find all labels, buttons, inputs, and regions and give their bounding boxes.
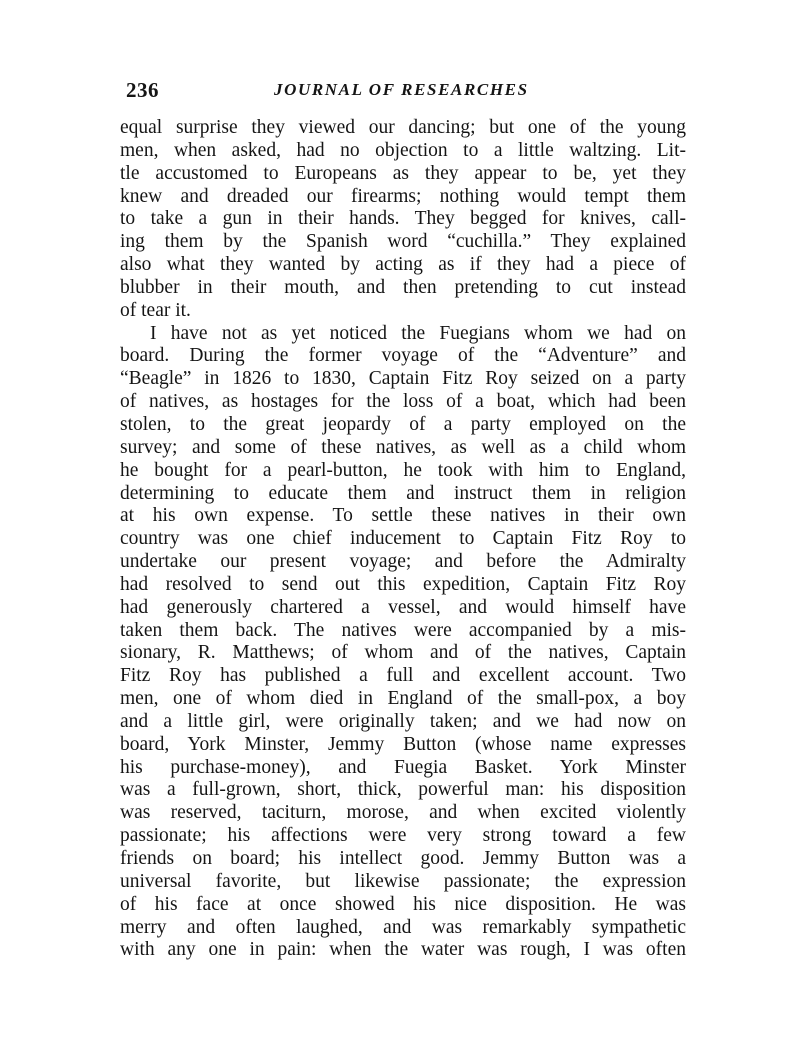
text-line: had resolved to send out this expedition, Captain Fitz Roy [120, 573, 686, 595]
text-line: “Beagle” in 1826 to 1830, Captain Fitz Roy seized on a party [120, 368, 686, 390]
text-line: knew and dreaded our firearms; nothing would tempt them [120, 185, 686, 207]
text-line: stolen, to the great jeopardy of a party employed on the [120, 413, 686, 435]
text-line: had generously chartered a vessel, and would himself have [120, 596, 686, 618]
text-line: determining to educate them and instruct them in religion [120, 482, 686, 504]
text-line: of tear it. [120, 299, 191, 321]
text-line: merry and often laughed, and was remarkably sympathetic [120, 916, 686, 938]
running-title: JOURNAL OF RESEARCHES [274, 80, 529, 99]
text-line: blubber in their mouth, and then pretending to cut instead [120, 276, 686, 298]
text-line: friends on board; his intellect good. Jemmy Button was a [120, 848, 686, 869]
text-line: board, York Minster, Jemmy Button (whose name expresses [120, 733, 686, 755]
body-text [120, 117, 686, 962]
text-line: survey; and some of these natives, as well as a child whom [120, 436, 686, 458]
page-number: 236 [126, 78, 159, 102]
text-line: ing them by the Spanish word “cuchilla.” They explained [120, 231, 686, 253]
text-line: of natives, as hostages for the loss of a boat, which had been [120, 391, 686, 413]
text-line: country was one chief inducement to Captain Fitz Roy to [120, 528, 686, 550]
text-line: at his own expense. To settle these natives in their own [120, 505, 686, 527]
text-line: was a full-grown, short, thick, powerful man: his disposition [120, 779, 686, 801]
text-line: he bought for a pearl-button, he took with him to England, [120, 459, 686, 481]
text-line: to take a gun in their hands. They begged for knives, call- [120, 208, 686, 230]
text-line: with any one in pain: when the water was rough, I was often [120, 939, 686, 961]
text-line: passionate; his affections were very strong toward a few [120, 825, 686, 847]
text-line: men, one of whom died in England of the small-pox, a boy [120, 688, 686, 710]
text-line: undertake our present voyage; and before the Admiralty [120, 551, 686, 573]
text-line: taken them back. The natives were accompanied by a mis- [120, 619, 686, 641]
text-line: also what they wanted by acting as if they had a piece of [120, 254, 686, 276]
text-line: equal surprise they viewed our dancing; but one of the young [120, 117, 686, 138]
running-header [126, 78, 686, 104]
text-line: sionary, R. Matthews; of whom and of the natives, Captain [120, 642, 686, 664]
text-line: I have not as yet noticed the Fuegians whom we had on [150, 322, 686, 344]
text-line: tle accustomed to Europeans as they appear to be, yet they [120, 162, 686, 184]
text-line: men, when asked, had no objection to a little waltzing. Lit- [120, 139, 686, 161]
text-line: and a little girl, were originally taken; and we had now on [120, 710, 686, 732]
text-line: of his face at once showed his nice disposition. He was [120, 893, 686, 915]
text-line: board. During the former voyage of the “Adventure” and [120, 345, 686, 367]
text-line: Fitz Roy has published a full and excellent account. Two [120, 665, 686, 687]
text-line: his purchase-money), and Fuegia Basket. York Minster [120, 756, 686, 778]
text-line: universal favorite, but likewise passionate; the expression [120, 870, 686, 892]
text-line: was reserved, taciturn, morose, and when excited violently [120, 802, 686, 824]
